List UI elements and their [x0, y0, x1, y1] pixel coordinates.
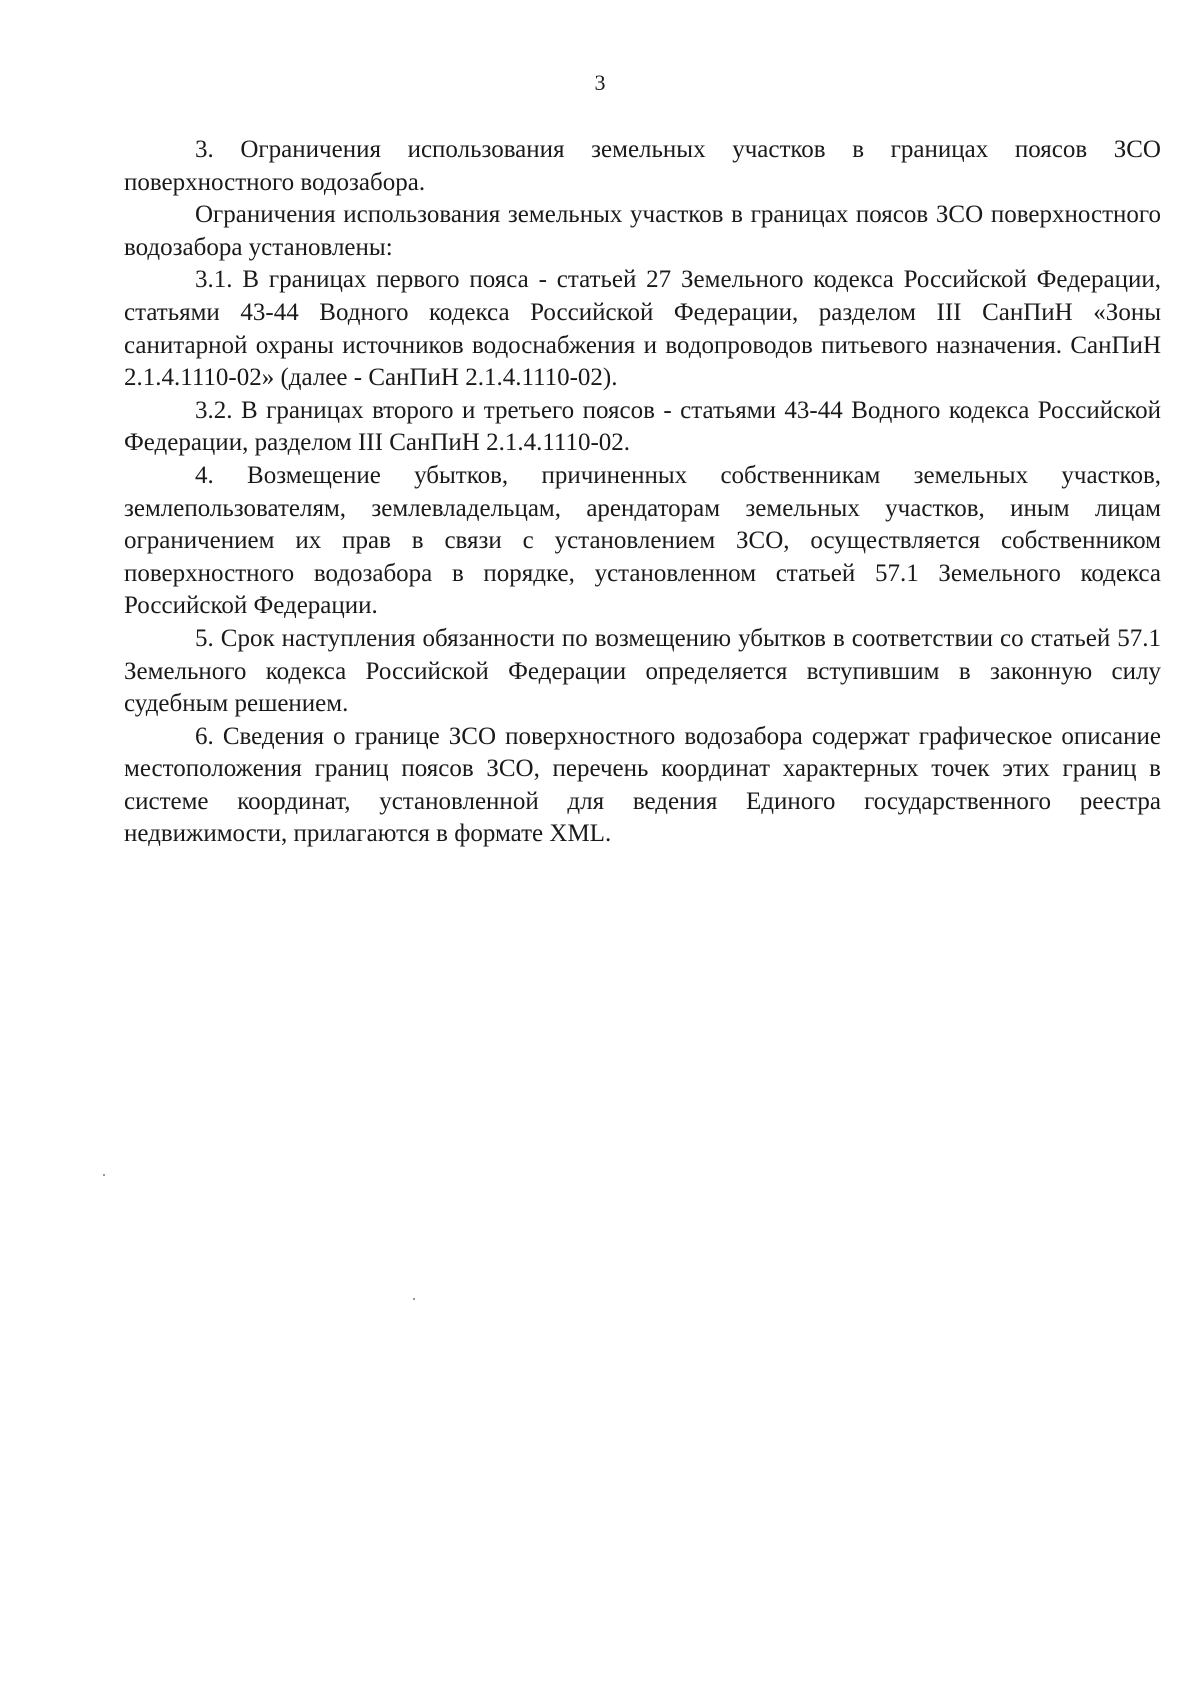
paragraph-5: 5. Срок наступления обязанности по возмещению убытков в соответствии со статьей 57.1 Земельного кодекса Российской Федерации определяется вступившим в законную силу судебным решением. [124, 624, 1161, 718]
paragraph-4: 4. Возмещение убытков, причиненных собственникам земельных участков, землепользователям, землевладельцам, арендаторам земельных участков, иным лицам ограничением их прав в связи с установлением ЗСО, осуществляется собственником поверхностного водозабора в порядке, установленном статьей 57.1 Земельного кодекса Российской Федерации. [124, 461, 1161, 620]
paragraph-3-2: 3.2. В границах второго и третьего поясов - статьями 43-44 Водного кодекса Российской Федерации, разделом III СанПиН 2.1.4.1110-02. [124, 396, 1161, 457]
paragraph-restrictions-intro: Ограничения использования земельных участков в границах поясов ЗСО поверхностного водозабора установлены: [124, 201, 1161, 261]
paragraph-3-1: 3.1. В границах первого пояса - статьей 27 Земельного кодекса Российской Федерации, статьями 43-44 Водного кодекса Российской Федерации, разделом III СанПиН «Зоны санитарной охраны источников водоснабжения и водопроводов питьевого назначения. СанПиН 2.1.4.1110-02» (далее - СанПиН 2.1.4.1110-02). [124, 266, 1161, 392]
page-number: 3 [594, 70, 606, 95]
paragraph-3: 3. Ограничения использования земельных участков в границах поясов ЗСО поверхностного водозабора. [124, 136, 1161, 196]
scan-speck [103, 1174, 105, 1176]
paragraph-6: 6. Сведения о границе ЗСО поверхностного водозабора содержат графическое описание местоположения границ поясов ЗСО, перечень координат характерных точек этих границ в системе координат, установленной для ведения Единого государственного реестра недвижимости, прилагаются в формате XML. [124, 722, 1161, 848]
document-body [124, 134, 1161, 851]
scan-speck [413, 1298, 415, 1300]
